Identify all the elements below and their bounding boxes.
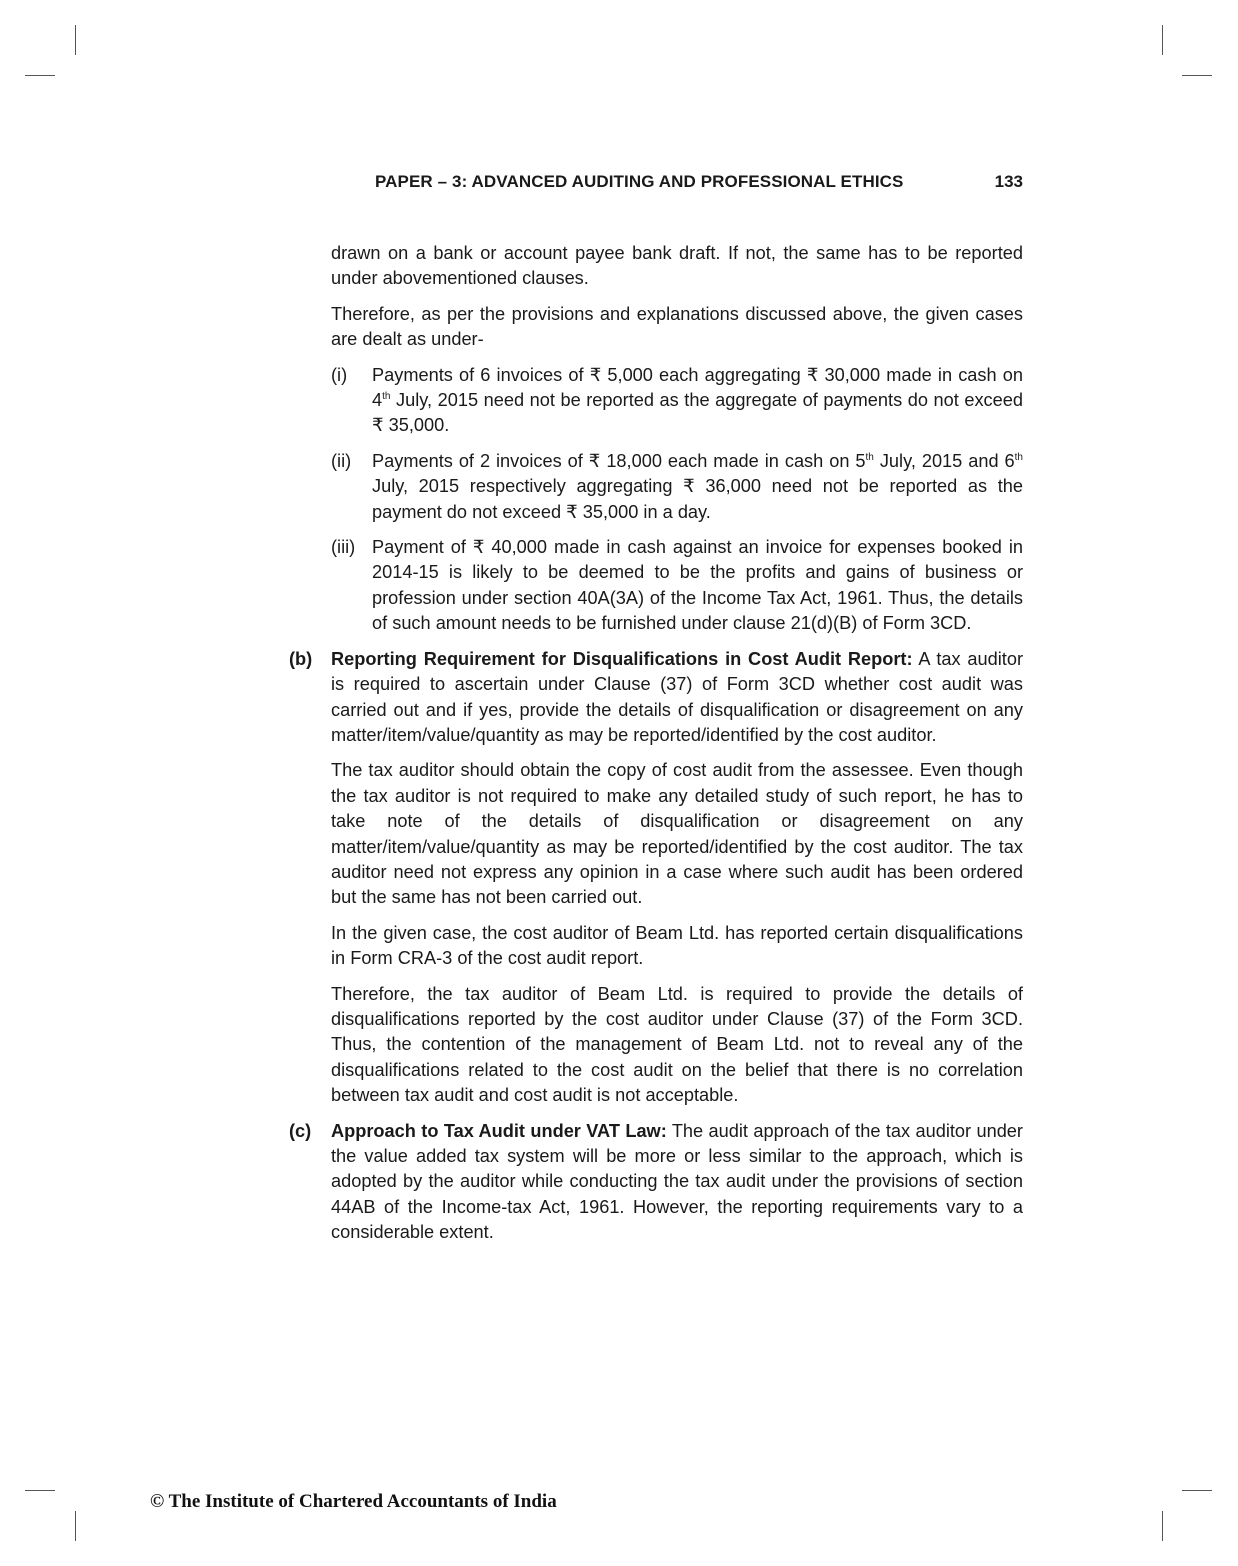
crop-mark-top-right-vertical bbox=[1162, 25, 1163, 55]
section-body bbox=[331, 647, 1023, 1109]
crop-mark-bottom-right-horizontal bbox=[1182, 1490, 1212, 1491]
section-c-lead-paragraph: Approach to Tax Audit under VAT Law: The audit approach of the tax auditor under the value added tax system will be more or less similar to the approach, which is adopted by the auditor while conducting the tax audit under the provisions of section 44AB of the Income-tax Act, 1961. However, the reporting requirements vary to a considerable extent. bbox=[331, 1120, 1023, 1243]
crop-mark-bottom-left-horizontal bbox=[25, 1490, 55, 1491]
page-body bbox=[289, 241, 1023, 1266]
paper-title: PAPER – 3: ADVANCED AUDITING AND PROFESSIONAL ETHICS bbox=[375, 172, 904, 191]
case-item-ii bbox=[331, 449, 1023, 525]
crop-mark-top-left-vertical bbox=[75, 25, 76, 55]
section-heading: Approach to Tax Audit under VAT Law: bbox=[331, 1120, 667, 1141]
section-b-paragraph: In the given case, the cost auditor of Beam Ltd. has reported certain disqualifications in Form CRA-3 of the cost audit report. bbox=[331, 922, 1023, 969]
crop-mark-top-right-horizontal bbox=[1182, 75, 1212, 76]
crop-mark-bottom-left-vertical bbox=[75, 1511, 76, 1541]
crop-mark-top-left-horizontal bbox=[25, 75, 55, 76]
page-number: 133 bbox=[994, 172, 1023, 191]
section-label: (b) bbox=[289, 648, 313, 669]
case-number: (ii) bbox=[331, 450, 352, 471]
section-b bbox=[289, 647, 1023, 1109]
case-text: Payment of ₹ 40,000 made in cash against an invoice for expenses booked in 2014-15 is likely to be deemed to be the profits and gains of business or profession under section 40A(3A) of the Income Tax Act, 1961. Thus, the details of such amount needs to be furnished under clause 21(d)(B) of Form 3CD. bbox=[372, 537, 1023, 634]
section-body bbox=[331, 1119, 1023, 1256]
case-item-iii bbox=[331, 535, 1023, 637]
section-heading: Reporting Requirement for Disqualifications in Cost Audit Report: bbox=[331, 648, 913, 669]
copyright-footer: © The Institute of Chartered Accountants of India bbox=[150, 1491, 557, 1512]
intro-paragraph: drawn on a bank or account payee bank draft. If not, the same has to be reported under abovementioned clauses. bbox=[331, 243, 1023, 289]
therefore-paragraph: Therefore, as per the provisions and explanations discussed above, the given cases are dealt as under- bbox=[331, 303, 1023, 350]
section-label: (c) bbox=[289, 1120, 312, 1141]
section-b-paragraph: The tax auditor should obtain the copy of cost audit from the assessee. Even though the tax auditor is not required to make any detailed study of such report, he has to take note of the details of disqualification or disagreement on any matter/item/value/quantity as may be reported/identified by the cost auditor. The tax auditor need not express any opinion in a case where such audit has been ordered but the same has not been carried out. bbox=[331, 760, 1023, 908]
case-number: (i) bbox=[331, 364, 348, 385]
section-c bbox=[289, 1119, 1023, 1256]
page-header bbox=[375, 172, 1023, 194]
case-item-i bbox=[331, 363, 1023, 439]
section-b-paragraph: Therefore, the tax auditor of Beam Ltd. is required to provide the details of disqualifications reported by the cost auditor under Clause (37) of the Form 3CD. Thus, the contention of the management of Beam Ltd. not to reveal any of the disqualifications related to the cost audit on the belief that there is no correlation between tax audit and cost audit is not acceptable. bbox=[331, 983, 1023, 1106]
case-text: Payments of 2 invoices of ₹ 18,000 each made in cash on 5th July, 2015 and 6th July, 2015 respectively aggregating ₹ 36,000 need not be reported as the payment do not exceed ₹ 35,000 in a day. bbox=[372, 450, 1023, 522]
crop-mark-bottom-right-vertical bbox=[1162, 1511, 1163, 1541]
section-b-lead-paragraph: Reporting Requirement for Disqualifications in Cost Audit Report: A tax auditor is required to ascertain under Clause (37) of Form 3CD whether cost audit was carried out and if yes, provide the details of disqualification or disagreement on any matter/item/value/quantity as may be reported/identified by the cost auditor. bbox=[331, 648, 1024, 745]
case-text: Payments of 6 invoices of ₹ 5,000 each aggregating ₹ 30,000 made in cash on 4th July, 2015 need not be reported as the aggregate of payments do not exceed ₹ 35,000. bbox=[372, 364, 1023, 436]
case-number: (iii) bbox=[331, 537, 356, 558]
